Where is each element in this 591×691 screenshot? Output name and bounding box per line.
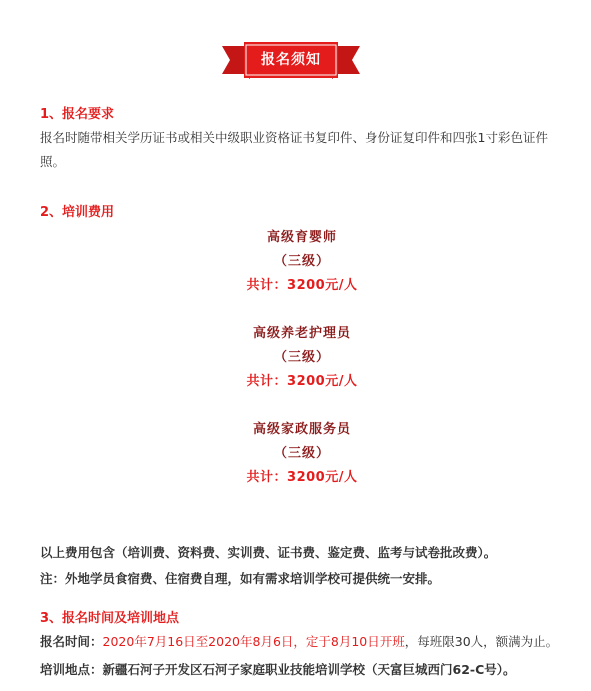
section1-body-line2: 照。 bbox=[40, 154, 66, 169]
training-place-label: 培训地点： bbox=[40, 662, 103, 677]
enroll-time-label: 报名时间： bbox=[40, 634, 103, 649]
banner bbox=[222, 38, 360, 82]
fee-note-includes: 以上费用包含（培训费、资料费、实训费、证书费、鉴定费、监考与试卷批改费）。 bbox=[40, 545, 497, 560]
banner-title: 报名须知 bbox=[261, 52, 321, 68]
fee-item-level: （三级） bbox=[273, 446, 330, 461]
fee-item-role: 高级家政服务员 bbox=[252, 422, 351, 437]
section1-heading: 1、报名要求 bbox=[40, 107, 115, 122]
fee-item-role: 高级育婴师 bbox=[266, 230, 337, 245]
fee-item-role: 高级养老护理员 bbox=[252, 326, 351, 341]
training-place-value: 新疆石河子开发区石河子家庭职业技能培训学校（天富巨城西门62-C号）。 bbox=[102, 662, 516, 677]
section2-heading: 2、培训费用 bbox=[40, 205, 115, 220]
enroll-time bbox=[40, 630, 564, 654]
enroll-time-dates: 2020年7月16日至2020年8月6日，定于8月10日开班 bbox=[102, 634, 405, 649]
fee-item-3 bbox=[40, 418, 564, 490]
section3-heading: 3、报名时间及培训地点 bbox=[40, 611, 180, 626]
fee-item-level: （三级） bbox=[273, 254, 330, 269]
enroll-time-rest: ，每班限30人，额满为止。 bbox=[404, 634, 559, 649]
section1-body-line1: 报名时随带相关学历证书或相关中级职业资格证书复印件、身份证复印件和四张1寸彩色证件 bbox=[40, 130, 548, 145]
fee-item-1 bbox=[40, 226, 564, 298]
fee-item-level: （三级） bbox=[273, 350, 330, 365]
fee-item-2 bbox=[40, 322, 564, 394]
fee-item-price: 共计：3200元/人 bbox=[246, 374, 358, 389]
fee-item-price: 共计：3200元/人 bbox=[246, 470, 358, 485]
fee-note-lodging: 注：外地学员食宿费、住宿费自理，如有需求培训学校可提供统一安排。 bbox=[40, 571, 441, 586]
content bbox=[40, 104, 564, 682]
fee-item-price: 共计：3200元/人 bbox=[246, 278, 358, 293]
training-place bbox=[40, 658, 564, 682]
